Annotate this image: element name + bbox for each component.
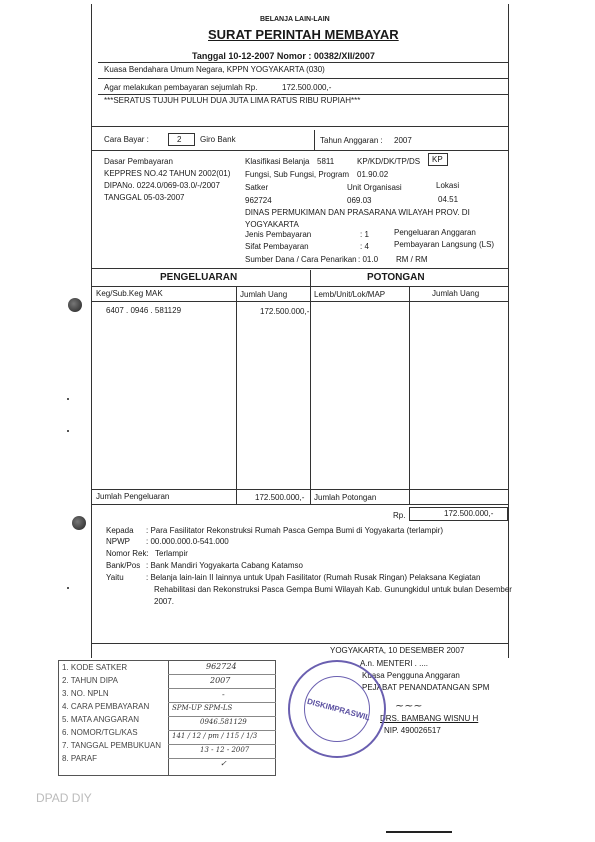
footer-mark: [386, 831, 452, 833]
sign-nip: NIP. 490026517: [384, 726, 441, 735]
checklist-rule: [168, 716, 276, 717]
lokasi-label: Lokasi: [436, 181, 460, 190]
col-divider: [409, 286, 410, 504]
checklist-item: 2. TAHUN DIPA: [62, 676, 119, 685]
kp-label: KP/KD/DK/TP/DS: [357, 157, 421, 166]
checklist-value: 141 / 12 / pm / 115 / 1/3: [172, 732, 258, 740]
document-type: BELANJA LAIN-LAIN: [260, 16, 330, 23]
col-lemb-unit: Lemb/Unit/Lok/MAP: [314, 290, 386, 299]
npwp-value: : 00.000.000.0-541.000: [146, 537, 229, 546]
rule: [91, 301, 509, 302]
frame-left: [91, 4, 92, 658]
watermark: DPAD DIY: [36, 791, 92, 805]
col-divider: [236, 286, 237, 504]
fungsi-value: 01.90.02: [357, 170, 389, 179]
rp-label: Rp.: [393, 511, 406, 520]
checklist-item: 7. TANGGAL PEMBUKUAN: [62, 741, 161, 750]
bank-label: Bank/Pos: [106, 561, 141, 570]
satker-value: 962724: [245, 196, 272, 205]
jenis-label: Jenis Pembayaran: [245, 230, 312, 239]
dinas-line1: DINAS PERMUKIMAN DAN PRASARANA WILAYAH PROV. DI: [245, 208, 470, 217]
npwp-label: NPWP: [106, 537, 130, 546]
checklist-item: 1. KODE SATKER: [62, 663, 128, 672]
sign-name: DRS. BAMBANG WISNU H: [380, 714, 479, 723]
speck: [67, 430, 69, 432]
col-jumlah-uang: Jumlah Uang: [240, 290, 288, 299]
cara-bayar-value: Giro Bank: [200, 135, 236, 144]
sifat-label: Sifat Pembayaran: [245, 242, 309, 251]
cara-bayar-code-box: [168, 133, 195, 146]
checklist-rule: [168, 688, 276, 689]
checklist-item: 3. NO. NPLN: [62, 689, 109, 698]
rule: [91, 643, 509, 644]
yaitu-label: Yaitu: [106, 573, 124, 582]
yaitu-line2: Rehabilitasi dan Rekonstruksi Pasca Gempa Bumi Wilayah Kab. Gunungkidul untuk bulan Desember: [154, 585, 512, 594]
jumlah-pengeluaran-label: Jumlah Pengeluaran: [96, 492, 170, 501]
checklist-value: 962724: [206, 662, 237, 671]
satker-label: Satker: [245, 183, 269, 192]
sifat-code: : 4: [360, 242, 369, 251]
rule: [98, 62, 508, 63]
terbilang-text: ***SERATUS TUJUH PULUH DUA JUTA LIMA RATUS RIBU RUPIAH***: [104, 96, 361, 105]
jenis-code: : 1: [360, 230, 369, 239]
checklist-value: 13 - 12 - 2007: [200, 746, 250, 754]
cara-bayar-label: Cara Bayar :: [104, 135, 149, 144]
row-amount: 172.500.000,-: [260, 307, 310, 316]
frame-right: [508, 4, 509, 658]
sign-pejabat: PEJABAT PENANDATANGAN SPM: [362, 683, 490, 692]
rule: [98, 78, 508, 79]
checklist-value: 0946.581129: [200, 718, 247, 726]
rule: [314, 130, 315, 150]
dasar-label: Dasar Pembayaran: [104, 157, 173, 166]
klasifikasi-label: Klasifikasi Belanja: [245, 157, 310, 166]
sumber-code: : 01.0: [358, 255, 379, 264]
seal-text: DISKIMPRASWIL: [306, 696, 372, 723]
yaitu-line3: 2007.: [154, 597, 175, 606]
cara-bayar-code: 2: [177, 135, 182, 144]
kp-value: KP: [432, 155, 443, 164]
rule: [91, 504, 509, 505]
sumber-value: RM / RM: [396, 255, 428, 264]
dinas-line2: YOGYAKARTA: [245, 220, 299, 229]
bank-value: : Bank Mandiri Yogyakarta Cabang Katamso: [146, 561, 303, 570]
punch-hole: [72, 516, 86, 530]
rule: [91, 126, 509, 127]
dasar-line2: DIPANo. 0224.0/069-03.0/-/2007: [104, 181, 220, 190]
kuasa-text: Kuasa Bendahara Umum Negara, KPPN YOGYAKARTA (030): [104, 65, 325, 74]
punch-hole: [68, 298, 82, 312]
dasar-line1: KEPPRES NO.42 TAHUN 2002(01): [104, 169, 231, 178]
tahun-anggaran-value: 2007: [394, 136, 412, 145]
speck: [67, 587, 69, 589]
potongan-header: POTONGAN: [367, 272, 425, 283]
checklist-item: 6. NOMOR/TGL/KAS: [62, 728, 138, 737]
checklist-rule: [168, 744, 276, 745]
official-seal-stamp: [288, 660, 386, 758]
dasar-line3: TANGGAL 05-03-2007: [104, 193, 185, 202]
fungsi-label: Fungsi, Sub Fungsi, Program: [245, 170, 350, 179]
rule: [91, 286, 509, 287]
row-mak: 6407 . 0946 . 581129: [106, 306, 182, 315]
pengeluaran-header: PENGELUARAN: [160, 272, 238, 283]
checklist-value: ✓: [220, 759, 227, 768]
norek-value: Terlampir: [155, 549, 188, 558]
klasifikasi-code: 5811: [317, 157, 335, 166]
sumber-label: Sumber Dana / Cara Penarikan: [245, 255, 357, 264]
jumlah-pengeluaran-value: 172.500.000,-: [255, 493, 305, 502]
date-number-line: Tanggal 10-12-2007 Nomor : 00382/XII/2007: [192, 51, 375, 61]
unit-label: Unit Organisasi: [347, 183, 402, 192]
lokasi-value: 04.51: [438, 195, 459, 204]
col-keg-mak: Keg/Sub.Keg MAK: [96, 289, 163, 298]
checklist-value: -: [222, 690, 225, 699]
agar-text: Agar melakukan pembayaran sejumlah Rp.: [104, 83, 258, 92]
kepada-label: Kepada: [106, 526, 134, 535]
checklist-value: 2007: [210, 676, 231, 685]
rule: [98, 94, 508, 95]
checklist-rule: [168, 702, 276, 703]
signature-scribble: ~~~: [395, 699, 423, 712]
sign-place-date: YOGYAKARTA, 10 DESEMBER 2007: [330, 646, 465, 655]
checklist-value: SPM-UP SPM-LS: [172, 704, 233, 712]
yaitu-line1: : Belanja lain-lain II lainnya untuk Upah Fasilitator (Rumah Rusak Ringan) Pelaksana Kegiatan: [146, 573, 481, 582]
sign-kuasa: Kuasa Pengguna Anggaran: [362, 671, 460, 680]
checklist-item: 8. PARAF: [62, 754, 97, 763]
checklist-rule: [168, 730, 276, 731]
rule: [91, 268, 509, 269]
jenis-value: Pengeluaran Anggaran: [394, 228, 476, 237]
checklist-item: 5. MATA ANGGARAN: [62, 715, 140, 724]
speck: [67, 398, 69, 400]
col-divider-main: [310, 270, 311, 504]
sifat-value: Pembayaran Langsung (LS): [394, 240, 495, 249]
checklist-rule: [168, 674, 276, 675]
checklist-item: 4. CARA PEMBAYARAN: [62, 702, 150, 711]
rule: [91, 150, 509, 151]
unit-value: 069.03: [347, 196, 372, 205]
sign-an: A.n. MENTERI . ....: [360, 659, 429, 668]
document-title: SURAT PERINTAH MEMBAYAR: [208, 27, 399, 42]
kepada-value: : Para Fasilitator Rekonstruksi Rumah Pasca Gempa Bumi di Yogyakarta (terlampir): [146, 526, 444, 535]
tahun-anggaran-label: Tahun Anggaran :: [320, 136, 383, 145]
amount-text: 172.500.000,-: [282, 83, 332, 92]
jumlah-potongan-label: Jumlah Potongan: [314, 493, 377, 502]
col-jumlah-uang-2: Jumlah Uang: [432, 289, 480, 298]
rule: [91, 489, 509, 490]
total-value: 172.500.000,-: [444, 509, 494, 518]
norek-label: Nomor Rek:: [106, 549, 149, 558]
